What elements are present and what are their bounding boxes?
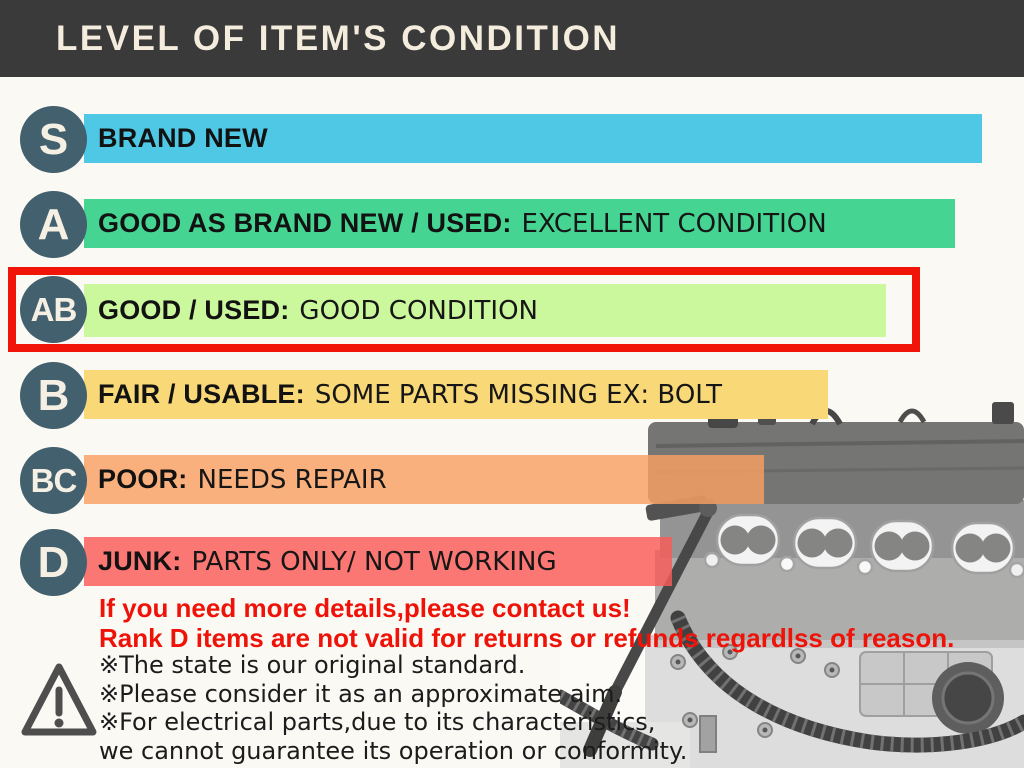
note-line: ※Please consider it as an approximate aim. [99, 679, 623, 708]
grade-badge-bc: BC [20, 447, 87, 514]
contact-notice [99, 594, 954, 653]
condition-label [84, 379, 722, 410]
header-band [0, 0, 1024, 77]
page-title: LEVEL OF ITEM'S CONDITION [56, 18, 621, 58]
grade-badge-ab: AB [20, 276, 87, 343]
condition-title: JUNK: [98, 546, 182, 576]
note-line: ※The state is our original standard. [99, 651, 526, 679]
grade-badge-s: S [20, 106, 87, 173]
contact-notice-line2: Rank D items are not valid for returns or refunds regardlss of reason. [99, 622, 955, 653]
grade-badge-b: B [20, 362, 87, 429]
contact-notice-line1: If you need more details,please contact us! [99, 593, 631, 623]
condition-bar-bc [84, 455, 764, 504]
condition-detail: PARTS ONLY/ NOT WORKING [191, 547, 557, 577]
condition-bar-d [84, 537, 672, 586]
condition-title: BRAND NEW [98, 123, 268, 153]
condition-label [84, 123, 278, 154]
note-line: we cannot guarantee its operation or conformity. [99, 736, 688, 765]
condition-title: POOR: [98, 464, 188, 494]
condition-bar-a [84, 199, 955, 248]
condition-detail: SOME PARTS MISSING EX: BOLT [314, 380, 723, 410]
condition-detail: EXCELLENT CONDITION [521, 209, 827, 239]
disclaimer-notes [99, 651, 687, 765]
warning-triangle-icon [20, 658, 98, 744]
note-line: ※For electrical parts,due to its characteristics, [99, 708, 656, 736]
condition-bar-s [84, 114, 982, 163]
condition-label [84, 546, 557, 577]
condition-title: FAIR / USABLE: [98, 379, 305, 409]
grade-badge-a: A [20, 191, 87, 258]
condition-label [84, 464, 387, 495]
highlight-frame-ab [8, 267, 920, 352]
condition-title: GOOD AS BRAND NEW / USED: [98, 208, 512, 238]
condition-label [84, 208, 827, 239]
condition-detail: GOOD CONDITION [299, 296, 539, 326]
grade-badge-d: D [20, 529, 87, 596]
condition-title: GOOD / USED: [98, 295, 290, 325]
condition-detail: NEEDS REPAIR [197, 465, 387, 495]
condition-bar-b [84, 370, 828, 419]
